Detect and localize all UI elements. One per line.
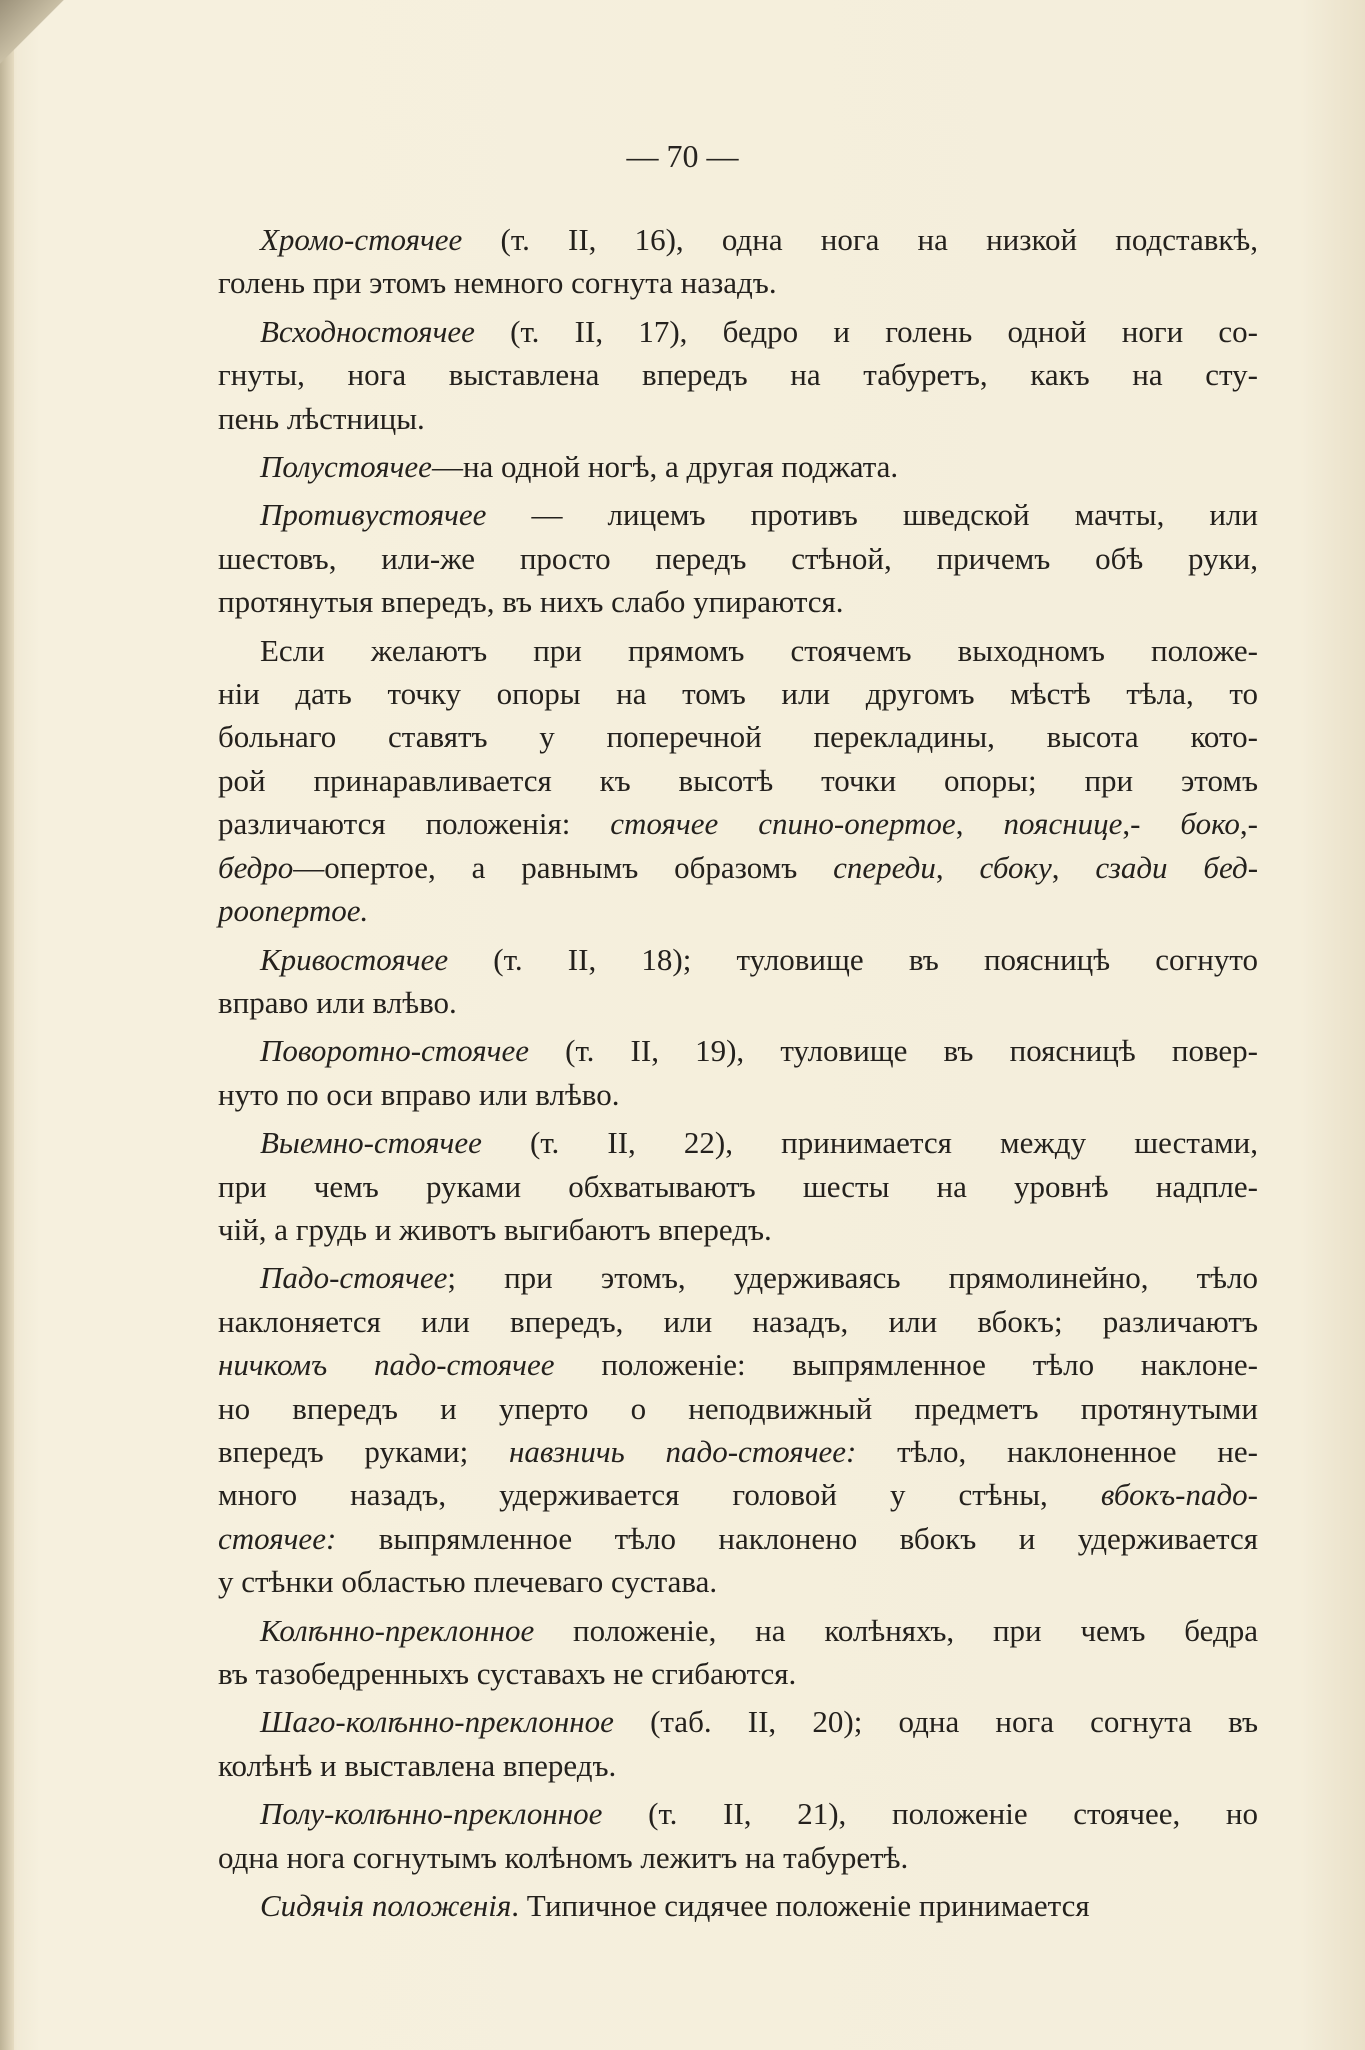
text-run: у стѣнки областью плечеваго сустава. [218,1564,718,1600]
text-run: пень лѣстницы. [218,400,425,436]
italic-term: Поворотно-стоячее [260,1033,529,1069]
text-line [218,1208,1258,1251]
text-run: —на одной ногѣ, а другая поджата. [431,449,899,485]
text-line [218,1343,1258,1386]
text-run: , [1051,849,1096,885]
text-body [218,218,1258,1932]
text-run: ; при этомъ, удерживаясь прямолинейно, тѣло [447,1260,1258,1296]
text-line [218,1652,1258,1695]
italic-term: Противустоячее [260,497,487,533]
text-run: колѣнѣ и выставлена впередъ. [218,1747,617,1783]
italic-term: стоячее спино-опертое [610,806,956,842]
text-line [218,1430,1258,1473]
text-run: , [955,806,1004,842]
paragraph [218,1256,1258,1603]
text-run: , [935,849,980,885]
italic-term: Кривостоячее [260,941,449,977]
paragraph [218,1884,1258,1927]
text-run: рой принаравливается къ высотѣ точки опоры; при этомъ [218,762,1258,798]
text-run: гнуты, нога выставлена впередъ на табуретъ, какъ на сту- [218,357,1258,393]
text-line [218,1792,1258,1835]
text-line [218,1073,1258,1116]
paragraph [218,629,1258,933]
paragraph [218,493,1258,623]
text-line [218,493,1258,536]
italic-term: Колѣнно-преклонное [260,1612,535,1648]
text-line [218,1836,1258,1879]
text-line [218,445,1258,488]
text-run: ,- [1122,806,1181,842]
text-line [218,938,1258,981]
italic-term: вбокъ-падо- [1100,1477,1258,1513]
text-line [218,1884,1258,1927]
italic-term: Полу-колѣнно-преклонное [260,1796,603,1832]
text-run: положенiе: выпрямленное тѣло наклоне- [554,1347,1258,1383]
italic-term: поясницe [1003,806,1123,842]
italic-term: Всходностоячее [260,313,475,349]
italic-term: боко [1180,806,1240,842]
italic-term: Выемно-стоячее [260,1125,482,1161]
text-line [218,802,1258,845]
text-line [218,1387,1258,1430]
text-line [218,397,1258,440]
text-run: шестовъ, или-же просто передъ стѣной, причемъ обѣ руки, [218,540,1258,576]
italic-term: Шаго-колѣнно-преклонное [260,1704,614,1740]
text-line [218,1300,1258,1343]
italic-term: Падо-стоячее [260,1260,448,1296]
text-run: . Типичное сидячее положенiе принимается [511,1888,1090,1924]
text-run: положенiе, на колѣняхъ, при чемъ бедра [534,1612,1258,1648]
text-run: (т. II, 21), положенiе стоячее, но [602,1796,1258,1832]
italic-term: ничкомъ падо-стоячее [218,1347,555,1383]
text-line [218,981,1258,1024]
text-line [218,1744,1258,1787]
text-run: (т. II, 17), бедро и голень одной ноги со- [474,313,1258,349]
italic-term: Полустоячее [260,449,432,485]
text-run: ,- [1239,806,1258,842]
text-line [218,672,1258,715]
paragraph [218,310,1258,440]
text-run: чiй, а грудь и животъ выгибаютъ впередъ. [218,1211,772,1247]
paragraph [218,1121,1258,1251]
text-line [218,261,1258,304]
folded-corner [0,0,70,70]
italic-term: сбоку [979,849,1052,885]
text-line [218,1165,1258,1208]
text-run: — лицемъ противъ шведской мачты, или [486,497,1258,533]
text-run: (т. II, 16), одна нога на низкой подставкѣ, [462,222,1258,257]
text-line [218,580,1258,623]
text-line [218,1256,1258,1299]
text-run: въ тазобедренныхъ суставахъ не сгибаются. [218,1656,797,1691]
text-run: вправо или влѣво. [218,984,457,1020]
text-run: одна нога согнутымъ колѣномъ лежитъ на табуретѣ. [218,1839,909,1875]
text-run: Если желаютъ при прямомъ стоячемъ выходномъ положе- [260,632,1258,668]
italic-term: сзади бед- [1095,849,1259,885]
text-line [218,1700,1258,1743]
text-line [218,310,1258,353]
text-run: различаются положенiя: [218,806,611,842]
italic-term: стоячее: [218,1520,337,1556]
italic-term: Сидячiя положенiя [260,1888,512,1924]
italic-term: спереди [833,849,936,885]
text-run: (т. II, 22), принимается между шестами, [481,1125,1258,1161]
paragraph [218,1609,1258,1696]
text-run: протянутыя впередъ, въ нихъ слабо упираются. [218,584,844,620]
paragraph [218,1700,1258,1787]
text-line [218,1560,1258,1603]
page-number: — 70 — [626,138,739,174]
text-run: тѣло, наклоненное не- [856,1433,1258,1469]
italic-term: роопертое. [218,893,369,929]
text-line [218,353,1258,396]
text-run: больнаго ставятъ у поперечной перекладины, высота кото- [218,719,1258,755]
italic-term: бедро [218,849,294,885]
paragraph [218,218,1258,305]
text-line [218,1029,1258,1072]
text-run: при чемъ руками обхватываютъ шесты на уровнѣ надпле- [218,1168,1258,1204]
text-line [218,218,1258,261]
text-run: наклоняется или впередъ, или назадъ, или вбокъ; различаютъ [218,1303,1258,1339]
paragraph [218,1792,1258,1879]
text-run: нiи дать точку опоры на томъ или другомъ мѣстѣ тѣла, то [218,676,1258,712]
text-run: (т. II, 19), туловище въ поясницѣ повер- [528,1033,1258,1069]
paragraph [218,938,1258,1025]
paragraph [218,445,1258,488]
paragraph [218,1029,1258,1116]
page-edge-shadow [0,0,14,2050]
text-run: нуто по оси вправо или влѣво. [218,1076,620,1112]
text-run: (таб. II, 20); одна нога согнута въ [613,1704,1258,1740]
text-line [218,1121,1258,1164]
text-line [218,1473,1258,1516]
text-line [218,1517,1258,1560]
text-line [218,846,1258,889]
italic-term: навзничь падо-стоячее: [508,1433,857,1469]
text-run: впередъ руками; [218,1433,509,1469]
text-line [218,715,1258,758]
italic-term: Хромо-стоячее [260,222,463,257]
text-run: (т. II, 18); туловище въ поясницѣ согнуто [448,941,1258,977]
text-run: много назадъ, удерживается головой у стѣны, [218,1477,1101,1513]
text-run: выпрямленное тѣло наклонено вбокъ и удерживается [336,1520,1258,1556]
text-line [218,537,1258,580]
text-line [218,889,1258,932]
text-run: но впередъ и уперто о неподвижный предметъ протянутыми [218,1390,1258,1426]
text-line [218,629,1258,672]
text-run: —опертое, а равнымъ образомъ [293,849,834,885]
text-line [218,1609,1258,1652]
text-line [218,759,1258,802]
text-run: голень при этомъ немного согнута назадъ. [218,265,777,301]
